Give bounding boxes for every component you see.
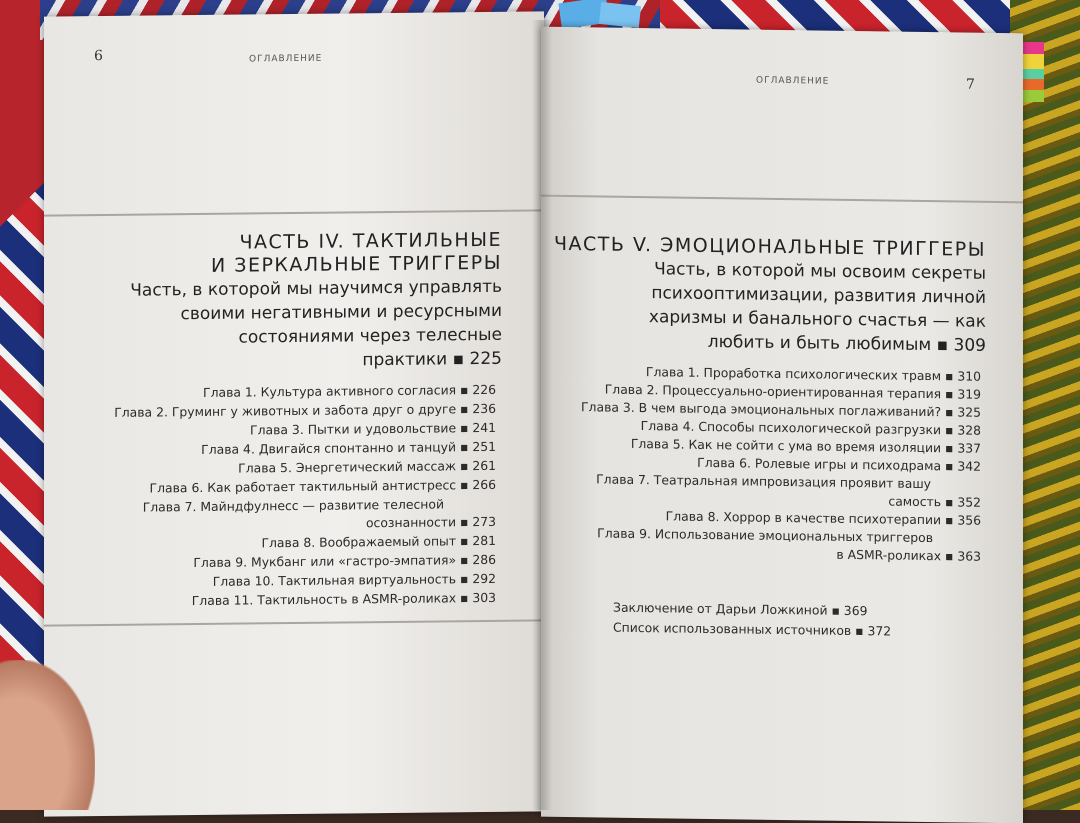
toc-entry: Глава 8. Воображаемый опыт ▪ 281: [261, 532, 496, 551]
divider: [44, 209, 544, 216]
divider: [44, 619, 544, 626]
toc-entry: Глава 5. Как не сойти с ума во время изоляции ▪ 337: [630, 435, 981, 456]
conclusion-entry: Заключение от Дарьи Ложкиной ▪ 369: [613, 599, 868, 619]
toc-entry: Глава 3. Пытки и удовольствие ▪ 241: [250, 419, 496, 438]
toc-entry: Глава 1. Культура активного согласия ▪ 226: [203, 381, 496, 400]
part-title-line: ЧАСТЬ IV. ТАКТИЛЬНЫЕ: [239, 228, 502, 254]
toc-entry: Глава 3. В чем выгода эмоциональных поглаживаний? ▪ 325: [581, 399, 981, 420]
toc-entry: Глава 9. Мукбанг или «гастро-эмпатия» ▪ 286: [193, 551, 496, 571]
divider: [541, 195, 1023, 204]
toc-entry: Глава 1. Проработка психологических травм ▪ 310: [645, 364, 981, 384]
toc-entry: Глава 2. Процессуально-ориентированная терапия ▪ 319: [604, 381, 981, 402]
sticky-note: [599, 2, 641, 28]
sources-entry: Список использованных источников ▪ 372: [613, 619, 892, 639]
toc-entry: Глава 5. Энергетический массаж ▪ 261: [238, 457, 496, 476]
hand: [0, 660, 95, 810]
part-subtitle-line: Часть, в которой мы освоим секреты: [654, 259, 986, 284]
part-title: ЧАСТЬ V. ЭМОЦИОНАЛЬНЫЕ ТРИГГЕРЫ: [553, 232, 986, 261]
toc-entry: Глава 11. Тактильность в ASMR-роликах ▪ 303: [191, 589, 496, 609]
toc-entry-continued: в ASMR-роликах ▪ 363: [836, 546, 981, 564]
toc-entry: Глава 6. Ролевые игры и психодрама ▪ 342: [697, 454, 981, 474]
toc-entry: Глава 6. Как работает тактильный антистресс ▪ 266: [149, 476, 496, 496]
part-subtitle-line: любить и быть любимым ▪ 309: [707, 331, 986, 356]
part-subtitle-line: харизмы и банального счастья — как: [648, 307, 986, 332]
part-title-line: И ЗЕРКАЛЬНЫЕ ТРИГГЕРЫ: [211, 251, 502, 277]
part-subtitle-line: своими негативными и ресурсными: [180, 300, 502, 325]
left-page: [44, 11, 544, 816]
toc-entry: Глава 4. Способы психологической разгрузки ▪ 328: [640, 418, 981, 438]
toc-entry: Глава 9. Использование эмоциональных триггеров: [597, 525, 933, 546]
part-subtitle-line: Часть, в которой мы научимся управлять: [130, 276, 502, 301]
book-gutter: [532, 20, 552, 810]
toc-entry: Глава 2. Груминг у животных и забота друг о друге ▪ 236: [114, 400, 496, 420]
toc-entry: Глава 8. Хоррор в качестве психотерапии ▪ 356: [665, 508, 981, 528]
part-subtitle-line: практики ▪ 225: [362, 348, 502, 371]
toc-entry: Глава 7. Майндфулнесс — развитие телесной: [142, 496, 444, 515]
toc-entry: Глава 10. Тактильная виртуальность ▪ 292: [212, 570, 496, 589]
running-head: ОГЛАВЛЕНИЕ: [249, 53, 323, 65]
part-subtitle-line: психооптимизации, развития личной: [651, 283, 986, 308]
toc-entry: Глава 7. Театральная импровизация проявит вашу: [596, 471, 931, 492]
page-number: 7: [966, 76, 975, 93]
right-page: [541, 27, 1023, 823]
toc-entry-continued: самость ▪ 352: [888, 493, 981, 510]
toc-entry-continued: осознанности ▪ 273: [365, 513, 496, 531]
toc-entry: Глава 4. Двигайся спонтанно и танцуй ▪ 251: [201, 438, 496, 457]
running-head: ОГЛАВЛЕНИЕ: [756, 75, 830, 87]
part-subtitle-line: состояниями через телесные: [238, 324, 502, 348]
page-number: 6: [94, 48, 103, 65]
